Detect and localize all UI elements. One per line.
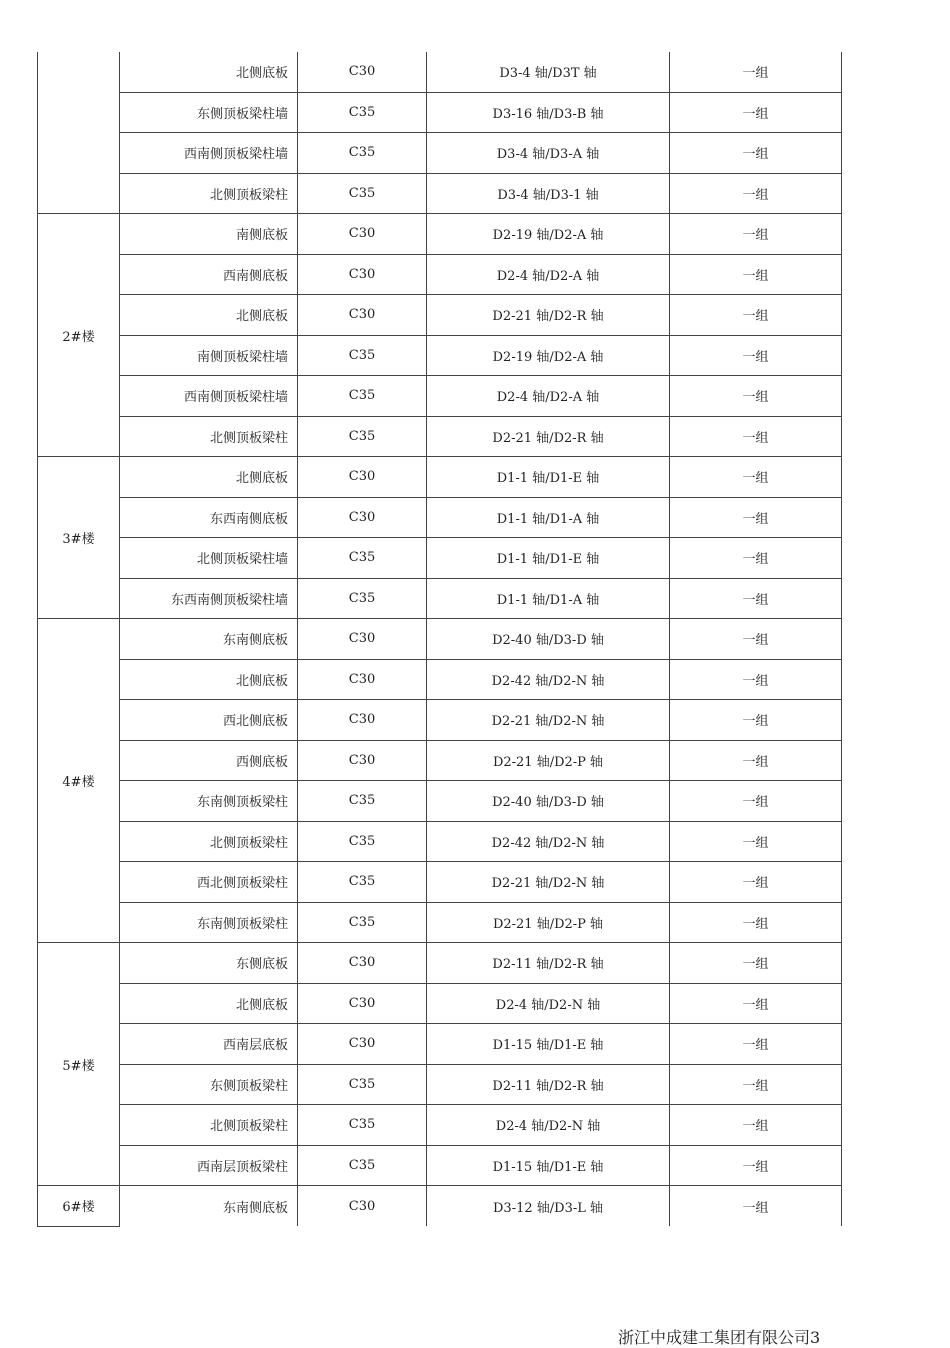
axis-position-cell: D3-4 轴/D3-A 轴: [427, 133, 670, 174]
concrete-grade-cell: C35: [298, 133, 427, 174]
location-cell: 西北侧顶板梁柱: [120, 862, 298, 903]
sample-count-cell: 一组: [670, 335, 842, 376]
table-row: [38, 295, 842, 336]
axis-position-cell: D3-12 轴/D3-L 轴: [427, 1186, 670, 1227]
axis-position-cell: D2-21 轴/D2-P 轴: [427, 740, 670, 781]
location-cell: 东侧顶板梁柱: [120, 1064, 298, 1105]
sample-count-cell: 一组: [670, 1145, 842, 1186]
table-row: [38, 943, 842, 984]
location-cell: 南侧顶板梁柱墙: [120, 335, 298, 376]
table-row: [38, 376, 842, 417]
concrete-grade-cell: C30: [298, 295, 427, 336]
concrete-grade-cell: C30: [298, 254, 427, 295]
axis-position-cell: D2-4 轴/D2-A 轴: [427, 376, 670, 417]
table-row: [38, 619, 842, 660]
sample-count-cell: 一组: [670, 497, 842, 538]
concrete-grade-cell: C35: [298, 862, 427, 903]
concrete-grade-cell: C30: [298, 943, 427, 984]
sample-count-cell: 一组: [670, 781, 842, 822]
sample-count-cell: 一组: [670, 1105, 842, 1146]
axis-position-cell: D1-1 轴/D1-E 轴: [427, 457, 670, 498]
concrete-grade-cell: C30: [298, 659, 427, 700]
sample-count-cell: 一组: [670, 983, 842, 1024]
location-cell: 西南侧顶板梁柱墙: [120, 133, 298, 174]
sample-count-cell: 一组: [670, 700, 842, 741]
concrete-grade-cell: C35: [298, 335, 427, 376]
table-row: [38, 416, 842, 457]
table-row: [38, 92, 842, 133]
axis-position-cell: D2-40 轴/D3-D 轴: [427, 781, 670, 822]
table-row: [38, 335, 842, 376]
location-cell: 北侧顶板梁柱: [120, 1105, 298, 1146]
table-row: [38, 700, 842, 741]
table-row: [38, 538, 842, 579]
location-cell: 北侧顶板梁柱墙: [120, 538, 298, 579]
building-cell: 6#楼: [38, 1186, 120, 1227]
table-row: [38, 1186, 842, 1227]
concrete-grade-cell: C30: [298, 457, 427, 498]
sample-count-cell: 一组: [670, 295, 842, 336]
concrete-grade-cell: C35: [298, 578, 427, 619]
axis-position-cell: D1-1 轴/D1-A 轴: [427, 578, 670, 619]
sample-count-cell: 一组: [670, 254, 842, 295]
table-row: [38, 133, 842, 174]
sampling-table: [37, 52, 842, 1227]
table-row: [38, 902, 842, 943]
sample-count-cell: 一组: [670, 862, 842, 903]
sample-count-cell: 一组: [670, 457, 842, 498]
location-cell: 西南层底板: [120, 1024, 298, 1065]
table-row: [38, 659, 842, 700]
table-row: [38, 740, 842, 781]
sample-count-cell: 一组: [670, 659, 842, 700]
table-row: [38, 52, 842, 92]
sample-count-cell: 一组: [670, 416, 842, 457]
location-cell: 北侧底板: [120, 295, 298, 336]
concrete-grade-cell: C35: [298, 538, 427, 579]
concrete-grade-cell: C30: [298, 497, 427, 538]
concrete-grade-cell: C35: [298, 376, 427, 417]
concrete-grade-cell: C30: [298, 700, 427, 741]
table-row: [38, 862, 842, 903]
sample-count-cell: 一组: [670, 52, 842, 92]
table-row: [38, 983, 842, 1024]
axis-position-cell: D2-21 轴/D2-N 轴: [427, 700, 670, 741]
sample-count-cell: 一组: [670, 92, 842, 133]
location-cell: 西南层顶板梁柱: [120, 1145, 298, 1186]
location-cell: 北侧底板: [120, 659, 298, 700]
axis-position-cell: D2-11 轴/D2-R 轴: [427, 1064, 670, 1105]
sample-count-cell: 一组: [670, 943, 842, 984]
axis-position-cell: D1-1 轴/D1-A 轴: [427, 497, 670, 538]
axis-position-cell: D2-42 轴/D2-N 轴: [427, 659, 670, 700]
location-cell: 北侧底板: [120, 52, 298, 92]
building-cell: 3#楼: [38, 457, 120, 619]
sample-count-cell: 一组: [670, 619, 842, 660]
table-row: [38, 781, 842, 822]
sampling-table-body: [38, 52, 842, 1226]
sample-count-cell: 一组: [670, 214, 842, 255]
axis-position-cell: D1-1 轴/D1-E 轴: [427, 538, 670, 579]
axis-position-cell: D2-21 轴/D2-R 轴: [427, 295, 670, 336]
concrete-grade-cell: C30: [298, 983, 427, 1024]
location-cell: 北侧底板: [120, 983, 298, 1024]
axis-position-cell: D2-21 轴/D2-N 轴: [427, 862, 670, 903]
sample-count-cell: 一组: [670, 133, 842, 174]
sample-count-cell: 一组: [670, 902, 842, 943]
axis-position-cell: D2-4 轴/D2-N 轴: [427, 1105, 670, 1146]
page-number: 3: [810, 1328, 821, 1347]
location-cell: 东南侧底板: [120, 619, 298, 660]
concrete-grade-cell: C30: [298, 619, 427, 660]
axis-position-cell: D3-4 轴/D3T 轴: [427, 52, 670, 92]
axis-position-cell: D1-15 轴/D1-E 轴: [427, 1024, 670, 1065]
building-cell: 4#楼: [38, 619, 120, 943]
axis-position-cell: D2-21 轴/D2-R 轴: [427, 416, 670, 457]
concrete-grade-cell: C30: [298, 1186, 427, 1227]
table-row: [38, 497, 842, 538]
axis-position-cell: D3-16 轴/D3-B 轴: [427, 92, 670, 133]
location-cell: 北侧顶板梁柱: [120, 173, 298, 214]
sample-count-cell: 一组: [670, 1186, 842, 1227]
location-cell: 东南侧底板: [120, 1186, 298, 1227]
concrete-grade-cell: C35: [298, 1064, 427, 1105]
location-cell: 东南侧顶板梁柱: [120, 781, 298, 822]
location-cell: 东西南侧顶板梁柱墙: [120, 578, 298, 619]
table-row: [38, 1024, 842, 1065]
footer-company: 浙江中成建工集团有限公司: [618, 1328, 811, 1347]
axis-position-cell: D2-19 轴/D2-A 轴: [427, 335, 670, 376]
concrete-grade-cell: C30: [298, 214, 427, 255]
building-cell: [38, 52, 120, 214]
location-cell: 北侧顶板梁柱: [120, 821, 298, 862]
location-cell: 西南侧底板: [120, 254, 298, 295]
concrete-grade-cell: C30: [298, 740, 427, 781]
concrete-grade-cell: C35: [298, 902, 427, 943]
location-cell: 西侧底板: [120, 740, 298, 781]
axis-position-cell: D2-19 轴/D2-A 轴: [427, 214, 670, 255]
concrete-grade-cell: C30: [298, 1024, 427, 1065]
table-row: [38, 214, 842, 255]
axis-position-cell: D1-15 轴/D1-E 轴: [427, 1145, 670, 1186]
sample-count-cell: 一组: [670, 376, 842, 417]
axis-position-cell: D3-4 轴/D3-1 轴: [427, 173, 670, 214]
axis-position-cell: D2-11 轴/D2-R 轴: [427, 943, 670, 984]
location-cell: 西北侧底板: [120, 700, 298, 741]
concrete-grade-cell: C35: [298, 173, 427, 214]
table-row: [38, 1145, 842, 1186]
sample-count-cell: 一组: [670, 173, 842, 214]
sample-count-cell: 一组: [670, 821, 842, 862]
location-cell: 北侧底板: [120, 457, 298, 498]
location-cell: 东侧底板: [120, 943, 298, 984]
axis-position-cell: D2-21 轴/D2-P 轴: [427, 902, 670, 943]
concrete-grade-cell: C35: [298, 821, 427, 862]
table-row: [38, 254, 842, 295]
concrete-grade-cell: C35: [298, 781, 427, 822]
axis-position-cell: D2-42 轴/D2-N 轴: [427, 821, 670, 862]
building-cell: 5#楼: [38, 943, 120, 1186]
concrete-grade-cell: C35: [298, 92, 427, 133]
location-cell: 西南侧顶板梁柱墙: [120, 376, 298, 417]
concrete-grade-cell: C35: [298, 1145, 427, 1186]
table-row: [38, 821, 842, 862]
location-cell: 东西南侧底板: [120, 497, 298, 538]
concrete-grade-cell: C35: [298, 416, 427, 457]
axis-position-cell: D2-40 轴/D3-D 轴: [427, 619, 670, 660]
table-row: [38, 578, 842, 619]
table-row: [38, 457, 842, 498]
table-row: [38, 1064, 842, 1105]
location-cell: 北侧顶板梁柱: [120, 416, 298, 457]
building-cell: 2#楼: [38, 214, 120, 457]
concrete-grade-cell: C35: [298, 1105, 427, 1146]
sample-count-cell: 一组: [670, 740, 842, 781]
table-row: [38, 1105, 842, 1146]
table-row: [38, 173, 842, 214]
location-cell: 东南侧顶板梁柱: [120, 902, 298, 943]
sample-count-cell: 一组: [670, 1024, 842, 1065]
page-footer: [618, 1325, 820, 1348]
location-cell: 东侧顶板梁柱墙: [120, 92, 298, 133]
location-cell: 南侧底板: [120, 214, 298, 255]
concrete-grade-cell: C30: [298, 52, 427, 92]
axis-position-cell: D2-4 轴/D2-A 轴: [427, 254, 670, 295]
sample-count-cell: 一组: [670, 578, 842, 619]
sample-count-cell: 一组: [670, 538, 842, 579]
axis-position-cell: D2-4 轴/D2-N 轴: [427, 983, 670, 1024]
sample-count-cell: 一组: [670, 1064, 842, 1105]
